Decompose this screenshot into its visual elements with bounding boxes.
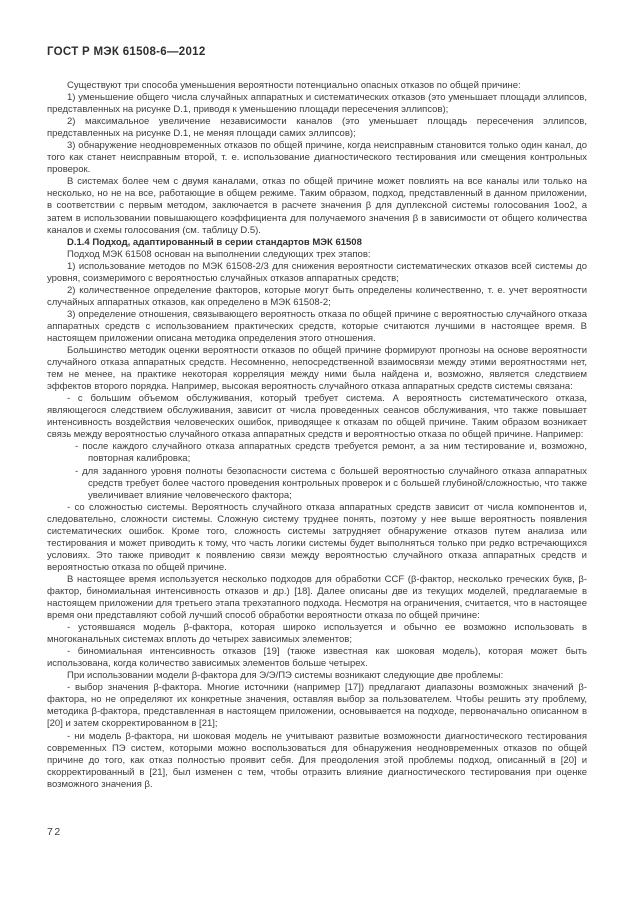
paragraph: 3) обнаружение неодновременных отказов по общей причине, когда неисправным становится только один канал, до того как станет неисправным второй, т. е. использование диагностического тестирования или смещения контрольных проверок. [47,140,587,176]
paragraph: 2) количественное определение факторов, которые могут быть определены количественно, т. е. учет вероятности случайных аппаратных отказов, как определено в МЭК 61508-2; [47,284,587,308]
paragraph: В системах более чем с двумя каналами, отказ по общей причине может повлиять на все каналы или только на несколько, но не на все, работающие в общем режиме. Таким образом, подход, представленный в данном приложении, в соответствии с первым методом, заключается в расчете значения β для дуплексной системы голосования 1оо2, а затем в использовании повышающего коэффициента для получаемого значения β в зависимости от общего количества каналов и схемы голосования (см. таблицу D.5). [47,176,587,236]
paragraph: 1) использование методов по МЭК 61508-2/3 для снижения вероятности систематических отказов всей системы до уровня, соизмеримого с вероятностью случайных отказов аппаратных средств; [47,260,587,284]
paragraph: - ни модель β-фактора, ни шоковая модель не учитывают развитые возможности диагностического тестирования современных ПЭ систем, которыми можно воспользоваться для обнаружения неодновременных отказов по общей причине до того, как отказ полностью проявит себя. Для преодоления этой проблемы подход, описанный в [20] и скорректированный в [21], был изменен с тем, чтобы отразить влияние диагностического тестирования при оценке возможного значения β. [47,730,587,790]
paragraph: В настоящее время используется несколько подходов для обработки CCF (β-фактор, несколько греческих букв, β-фактор, биномиальная интенсивность отказов и др.) [18]. Далее описаны две из текущих моделей, предлагаемые в настоящем приложении для третьего этапа трехэтапного подхода. Несмотря на ограничения, считается, что в настоящее время они представляют собой лучший способ обработки вероятности отказа по общей причине: [47,573,587,622]
paragraph: Существуют три способа уменьшения вероятности потенциально опасных отказов по общей причине: [67,80,521,91]
paragraph: При использовании модели β-фактора для Э/Э/ПЭ системы возникают следующие две проблемы: [67,670,504,682]
paragraph: 3) определение отношения, связывающего вероятность отказа по общей причине с вероятностью случайного отказа аппаратных средств с использованием практических средств, которые считаются лучшими в настоящее время. В настоящем приложении описана методика определения этого отношения. [47,308,587,344]
paragraph: Большинство методик оценки вероятности отказов по общей причине формируют прогнозы на основе вероятности случайного отказа аппаратных средств. Несомненно, непосредственной взаимосвязи между этими вероятностями нет, тем не менее, на практике некоторая корреляция между ними была найдена и, возможно, является следствием эффектов второго порядка. Например, высокая вероятность случайного отказа аппаратных средств системы связана: [47,345,587,393]
document-title: ГОСТ Р МЭК 61508-6—2012 [47,46,206,58]
paragraph: - со сложностью системы. Вероятность случайного отказа аппаратных средств зависит от числа компонентов и, следовательно, сложности системы. Сложную систему труднее понять, поэтому у нее выше вероятность появления систематических ошибок. Кроме того, сложность системы затрудняет обнаружение отказов путем анализа или тестирования и может приводить к тому, что часть логики системы будет выполняться только при редко встречающихся условиях. Это также приводит к появлению связи между вероятностью случайного отказа аппаратных средств и вероятностью отказа по общей причине. [47,501,587,573]
paragraph: - устоявшаяся модель β-фактора, которая широко используется и обычно ее возможно использовать в многоканальных системах вплоть до четырех зависимых элементов; [47,622,587,646]
paragraph: - с большим объемом обслуживания, который требует система. А вероятность систематического отказа, являющегося следствием обслуживания, зависит от числа проведенных сеансов обслуживания, что также повышает интенсивность воздействия человеческих ошибок, приводящее к отказам по общей причине. Таким образом возникает связь между вероятностью случайного отказа аппаратных средств и вероятностью отказа по общей причине. Например: [47,393,587,441]
section-heading: D.1.4 Подход, адаптированный в серии стандартов МЭК 61508 [67,236,362,248]
paragraph: 2) максимальное увеличение независимости каналов (это уменьшает площадь пересечения эллипсов, представленных на рисунке D.1, не меняя площади самих эллипсов); [47,116,587,140]
page-number: 72 [47,826,62,838]
paragraph: - после каждого случайного отказа аппаратных средств требуется ремонт, а за ним тестирование и, возможно, повторная калибровка; [75,441,587,465]
document-body [47,80,587,791]
paragraph: - биномиальная интенсивность отказов [19] (также известная как шоковая модель), которая может быть использована, когда количество зависимых элементов больше четырех. [47,646,587,670]
paragraph: - выбор значения β-фактора. Многие источники (например [17]) предлагают диапазоны возможных значений β-фактора, но не определяют их конкретные значения, оставляя выбор за пользователем. Чтобы решить эту проблему, методика β-фактора, представленная в настоящем приложении, основывается на подходе, первоначально описанном в [20] и затем скорректированном в [21]; [47,682,587,730]
paragraph: 1) уменьшение общего числа случайных аппаратных и систематических отказов (это уменьшает площади эллипсов, представленных на рисунке D.1, приводя к уменьшению площади пересечения эллипсов); [47,92,587,116]
paragraph: Подход МЭК 61508 основан на выполнении следующих трех этапов: [67,248,371,260]
paragraph: - для заданного уровня полноты безопасности система с большей вероятностью случайного отказа аппаратных средств требует более частого проведения контрольных проверок и с большей глубиной/сложностью, что также увеличивает влияние человеческого фактора; [75,465,587,501]
